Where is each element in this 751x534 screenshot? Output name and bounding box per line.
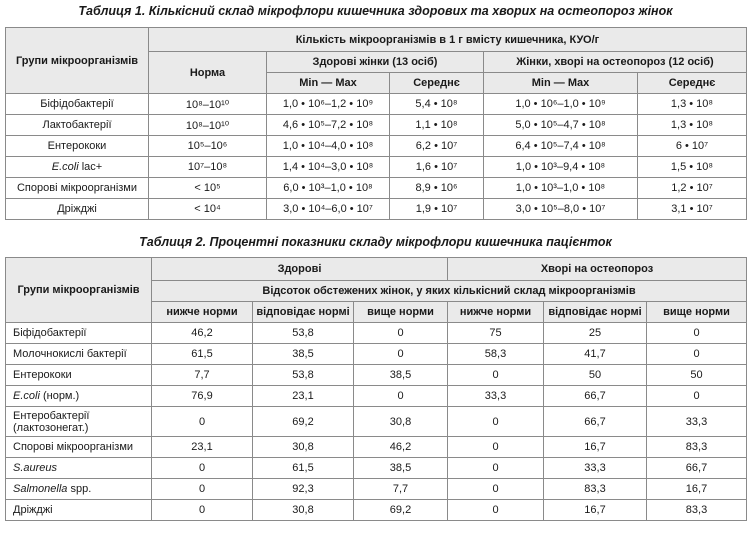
- cell-value: 46,2: [354, 437, 448, 458]
- table-row: [6, 136, 747, 157]
- t2-below-header: нижче норми: [448, 302, 544, 323]
- table-row: [6, 458, 747, 479]
- cell-value: 33,3: [448, 386, 544, 407]
- cell-s-range: 6,4 • 10⁵–7,4 • 10⁸: [484, 136, 638, 157]
- cell-norm: 10⁷–10⁸: [149, 157, 267, 178]
- cell-value: 0: [448, 407, 544, 437]
- cell-h-mean: 5,4 • 10⁸: [390, 94, 484, 115]
- table-row: [6, 500, 747, 521]
- cell-value: 41,7: [544, 344, 647, 365]
- t1-healthy-header: Здорові жінки (13 осіб): [267, 52, 484, 73]
- cell-value: 0: [647, 323, 747, 344]
- cell-value: 0: [448, 458, 544, 479]
- cell-value: 83,3: [544, 479, 647, 500]
- cell-h-range: 1,0 • 10⁴–4,0 • 10⁸: [267, 136, 390, 157]
- cell-value: 76,9: [152, 386, 253, 407]
- t1-group-header: Групи мікроорганізмів: [6, 28, 149, 94]
- cell-value: 50: [544, 365, 647, 386]
- cell-value: 83,3: [647, 437, 747, 458]
- table-row: [6, 437, 747, 458]
- t1-quantity-header: Кількість мікроорганізмів в 1 г вмісту кишечника, КУО/г: [149, 28, 747, 52]
- cell-value: 83,3: [647, 500, 747, 521]
- row-label: Ентерококи: [6, 136, 149, 157]
- row-label: [6, 458, 152, 479]
- cell-value: 46,2: [152, 323, 253, 344]
- cell-h-range: 1,0 • 10⁶–1,2 • 10⁹: [267, 94, 390, 115]
- table2-caption: Таблиця 2. Процентні показники складу мікрофлори кишечника пацієнток: [139, 235, 612, 249]
- row-label: Дріжджі: [6, 199, 149, 220]
- cell-h-mean: 6,2 • 10⁷: [390, 136, 484, 157]
- cell-h-range: 6,0 • 10³–1,0 • 10⁸: [267, 178, 390, 199]
- cell-h-range: 4,6 • 10⁵–7,2 • 10⁸: [267, 115, 390, 136]
- cell-s-range: 5,0 • 10⁵–4,7 • 10⁸: [484, 115, 638, 136]
- t1-sick-header: Жінки, хворі на остеопороз (12 осіб): [484, 52, 747, 73]
- row-label: [6, 323, 152, 344]
- cell-h-mean: 1,6 • 10⁷: [390, 157, 484, 178]
- cell-s-mean: 6 • 10⁷: [638, 136, 747, 157]
- row-label-text: Дріжджі: [13, 504, 53, 516]
- t1-mean-header: Середнє: [390, 73, 484, 94]
- cell-value: 23,1: [253, 386, 354, 407]
- cell-value: 16,7: [647, 479, 747, 500]
- cell-h-range: 1,4 • 10⁴–3,0 • 10⁸: [267, 157, 390, 178]
- cell-s-mean: 1,5 • 10⁸: [638, 157, 747, 178]
- row-label-suffix: spp.: [67, 483, 92, 495]
- row-label-text: S.aureus: [13, 462, 58, 474]
- table-row: [6, 178, 747, 199]
- t2-normal-header: відповідає нормі: [253, 302, 354, 323]
- cell-value: 33,3: [647, 407, 747, 437]
- t2-sick-header: Хворі на остеопороз: [448, 258, 747, 281]
- cell-norm: < 10⁵: [149, 178, 267, 199]
- table-row: [6, 323, 747, 344]
- table-row: [6, 199, 747, 220]
- t2-healthy-header: Здорові: [152, 258, 448, 281]
- cell-h-mean: 8,9 • 10⁶: [390, 178, 484, 199]
- cell-value: 38,5: [253, 344, 354, 365]
- cell-value: 33,3: [544, 458, 647, 479]
- table-row: [6, 365, 747, 386]
- cell-s-range: 1,0 • 10³–1,0 • 10⁸: [484, 178, 638, 199]
- cell-value: 25: [544, 323, 647, 344]
- cell-value: 58,3: [448, 344, 544, 365]
- t2-group-header: Групи мікроорганізмів: [6, 258, 152, 323]
- cell-value: 0: [152, 407, 253, 437]
- cell-value: 75: [448, 323, 544, 344]
- cell-value: 69,2: [253, 407, 354, 437]
- table1: [5, 27, 747, 220]
- table1-body: [6, 94, 747, 220]
- cell-value: 0: [354, 386, 448, 407]
- t1-minmax-header: Min — Max: [267, 73, 390, 94]
- t1-norm-header: Норма: [149, 52, 267, 94]
- cell-norm: 10⁸–10¹⁰: [149, 115, 267, 136]
- cell-s-range: 3,0 • 10⁵–8,0 • 10⁷: [484, 199, 638, 220]
- cell-value: 7,7: [152, 365, 253, 386]
- row-label: [6, 437, 152, 458]
- cell-value: 16,7: [544, 437, 647, 458]
- cell-value: 66,7: [544, 407, 647, 437]
- cell-value: 0: [448, 479, 544, 500]
- row-label-text: Спорові мікроорганізми: [13, 441, 134, 453]
- cell-value: 66,7: [647, 458, 747, 479]
- t2-above-header: вище норми: [354, 302, 448, 323]
- table-row: [6, 479, 747, 500]
- cell-s-range: 1,0 • 10³–9,4 • 10⁸: [484, 157, 638, 178]
- row-label-text: Молочнокислі бактерії: [13, 348, 127, 360]
- cell-value: 0: [448, 365, 544, 386]
- table-row: [6, 344, 747, 365]
- cell-value: 0: [354, 344, 448, 365]
- cell-value: 61,5: [253, 458, 354, 479]
- cell-value: 38,5: [354, 458, 448, 479]
- row-label: Біфідобактерії: [6, 94, 149, 115]
- t2-below-header: нижче норми: [152, 302, 253, 323]
- cell-s-mean: 1,3 • 10⁸: [638, 115, 747, 136]
- cell-h-mean: 1,1 • 10⁸: [390, 115, 484, 136]
- row-label: [6, 365, 152, 386]
- t1-mean-header: Середнє: [638, 73, 747, 94]
- cell-value: 69,2: [354, 500, 448, 521]
- cell-value: 53,8: [253, 365, 354, 386]
- row-label: Спорові мікроорганізми: [6, 178, 149, 199]
- row-label: [6, 500, 152, 521]
- table-row: [6, 386, 747, 407]
- cell-value: 0: [448, 500, 544, 521]
- row-label-text: Ентеробактерії (лактозонегат.): [13, 409, 90, 434]
- cell-value: 61,5: [152, 344, 253, 365]
- cell-value: 38,5: [354, 365, 448, 386]
- cell-value: 92,3: [253, 479, 354, 500]
- cell-value: 0: [152, 479, 253, 500]
- cell-value: 30,8: [253, 500, 354, 521]
- row-label-italic: E.coli: [51, 161, 79, 173]
- cell-value: 0: [448, 437, 544, 458]
- row-label-text: Ентерококи: [13, 369, 72, 381]
- t1-minmax-header: Min — Max: [484, 73, 638, 94]
- t2-above-header: вище норми: [647, 302, 747, 323]
- cell-value: 0: [152, 500, 253, 521]
- row-label-suffix: (норм.): [39, 390, 80, 402]
- cell-s-mean: 1,3 • 10⁸: [638, 94, 747, 115]
- cell-norm: < 10⁴: [149, 199, 267, 220]
- cell-value: 0: [647, 344, 747, 365]
- cell-value: 0: [647, 386, 747, 407]
- row-label: Лактобактерії: [6, 115, 149, 136]
- table2-body: [6, 323, 747, 521]
- table-row: [6, 115, 747, 136]
- table1-caption: Таблиця 1. Кількісний склад мікрофлори кишечника здорових та хворих на остеопороз жінок: [78, 4, 673, 18]
- cell-norm: 10⁵–10⁶: [149, 136, 267, 157]
- cell-value: 0: [354, 323, 448, 344]
- cell-s-mean: 1,2 • 10⁷: [638, 178, 747, 199]
- table-row: [6, 157, 747, 178]
- row-label-suffix: lac+: [78, 161, 103, 173]
- cell-value: 66,7: [544, 386, 647, 407]
- t2-normal-header: відповідає нормі: [544, 302, 647, 323]
- cell-h-range: 3,0 • 10⁴–6,0 • 10⁷: [267, 199, 390, 220]
- cell-norm: 10⁸–10¹⁰: [149, 94, 267, 115]
- cell-value: 16,7: [544, 500, 647, 521]
- cell-value: 7,7: [354, 479, 448, 500]
- cell-value: 0: [152, 458, 253, 479]
- row-label: [6, 344, 152, 365]
- row-label: [6, 386, 152, 407]
- row-label-text: E.coli: [13, 390, 40, 402]
- cell-s-mean: 3,1 • 10⁷: [638, 199, 747, 220]
- cell-value: 30,8: [354, 407, 448, 437]
- table-row: [6, 94, 747, 115]
- row-label-text: Біфідобактерії: [13, 327, 87, 339]
- table2: [5, 257, 747, 521]
- table-row: [6, 407, 747, 437]
- cell-value: 23,1: [152, 437, 253, 458]
- cell-h-mean: 1,9 • 10⁷: [390, 199, 484, 220]
- row-label-text: Salmonella: [13, 483, 68, 495]
- cell-value: 30,8: [253, 437, 354, 458]
- row-label: [6, 157, 149, 178]
- t2-percent-header: Відсоток обстежених жінок, у яких кількісний склад мікроорганізмів: [152, 281, 747, 302]
- cell-value: 53,8: [253, 323, 354, 344]
- row-label: [6, 479, 152, 500]
- row-label: [6, 407, 152, 437]
- cell-s-range: 1,0 • 10⁶–1,0 • 10⁹: [484, 94, 638, 115]
- cell-value: 50: [647, 365, 747, 386]
